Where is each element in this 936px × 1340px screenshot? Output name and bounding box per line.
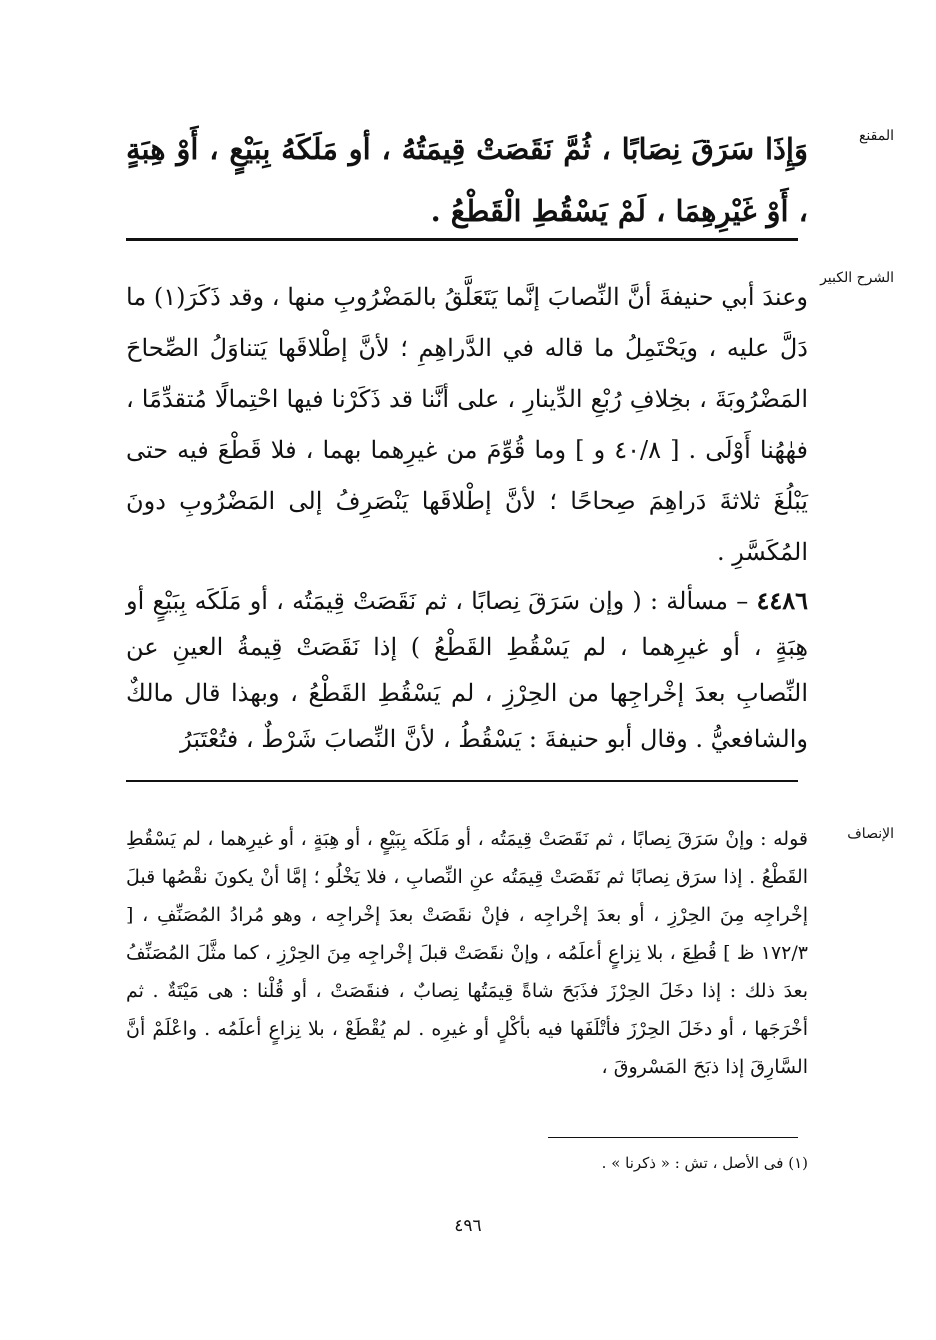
masala-number: ٤٤٨٦	[756, 586, 808, 615]
muqni-text-block	[126, 118, 808, 242]
masala-paragraph	[126, 578, 808, 762]
insaf-text-block	[126, 820, 808, 1086]
masala-text: – مسألة : ( وإن سَرَقَ نِصابًا ، ثم نَقَصَتْ قِيمَتُه ، أو مَلَكَه بِبَيْعٍ أو هِبَةٍ ، أو غيرِهما ، لم يَسْقُطِ القَطْعُ ) إذا نَقَصَتْ قِيمةُ العينِ عن النِّصابِ بعدَ إخْراجِها من الحِرْزِ ، لم يَسْقُطِ القَطْعُ ، وبهذا قال مالكٌ والشافعيُّ . وقال أبو حنيفةَ : يَسْقُطُ ، لأنَّ النِّصابَ شَرْطٌ ، فتُعْتَبَرُ	[126, 587, 808, 753]
masala-block	[126, 578, 808, 762]
sharh-text: وعندَ أبي حنيفةَ أنَّ النِّصابَ إنَّما يَتَعَلَّقُ بالمَضْرُوبِ منها ، وقد ذَكَرَ(١) ما دَلَّ عليه ، ويَحْتَمِلُ ما قاله في الدَّراهِمِ ؛ لأنَّ إطْلاقَها يَتناوَلُ الصِّحاحَ المَضْرُوبَةَ ، بخِلافِ رُبْعِ الدِّينارِ ، على أنَّنا قد ذَكَرْنا فيها احْتِمالًا مُتقدِّمًا ، فهٰهُنا أَوْلَى . [ ٤٠/٨ و ] وما قُوِّمَ من غيرِهما بهما ، فلا قَطْعَ فيه حتى يَبْلُغَ ثلاثةَ دَراهِمَ صِحاحًا ؛ لأنَّ إطْلاقَها يَنْصَرِفُ إلى المَضْرُوبِ دونَ المُكَسَّرِ .	[126, 283, 809, 566]
label-sharh: الشرح الكبير	[820, 270, 894, 286]
sharh-text-block	[126, 272, 808, 578]
insaf-text: قوله : وإنْ سَرَقَ نِصابًا ، ثم نَقَصَتْ قِيمَتُه ، أو مَلَكَه بِبَيْعٍ ، أو هِبَةٍ ، أو غيرِهما ، لم يَسْقُطِ القَطْعُ . إذا سرَق نِصابًا ثم نَقَصَتْ قِيمَتُه عنِ النِّصابِ ، فلا يَخْلُو ؛ إمَّا أنْ يكونَ نقْصُها قبلَ إخْراجِه مِنَ الحِرْزِ ، أو بعدَ إخْراجِه ، فإنْ نقَصَتْ بعدَ إخْراجِه ، وهو مُرادُ المُصَنِّفِ ، [ ١٧٢/٣ ظ ] قُطِعَ ، بلا نِزاعٍ أعلَمُه ، وإنْ نقَصَتْ قبلَ إخْراجِه مِنَ الحِرْزِ ، كما مثَّلَ المُصَنِّفُ بعدَ ذلك : إذا دخَلَ الحِرْزَ فذَبَحَ شاةً قِيمَتُها نِصابٌ ، فنقَصَتْ ، أو قُلْنا : هى مَيْتَةٌ . ثم أخْرَجَها ، أو دخَلَ الحِرْزَ فأتْلَفَها فيه بأكْلٍ أو غيرِه . لم يُقْطَعْ ، بلا نِزاعٍ أعلَمُه . واعْلَمْ أنَّ السَّارِقَ إذا ذبَحَ المَسْروقَ ،	[126, 828, 809, 1078]
section-divider-insaf	[126, 780, 798, 782]
label-muqni: المقنع	[858, 128, 894, 144]
muqni-text: وَإِذَا سَرَقَ نِصَابًا ، ثُمَّ نَقَصَتْ قِيمَتُهُ ، أو مَلَكَهُ بِبَيْعٍ ، أَوْ هِبَةٍ ، أَوْ غَيْرِهِمَا ، لَمْ يَسْقُطِ الْقَطْعُ .	[126, 132, 808, 228]
footnote-divider	[548, 1137, 798, 1138]
page-number: ٤٩٦	[454, 1216, 482, 1236]
label-insaf: الإنصاف	[847, 826, 894, 842]
section-divider	[126, 238, 798, 241]
footnote: (١) فى الأصل ، تش : « ذكرنا » .	[601, 1154, 808, 1172]
